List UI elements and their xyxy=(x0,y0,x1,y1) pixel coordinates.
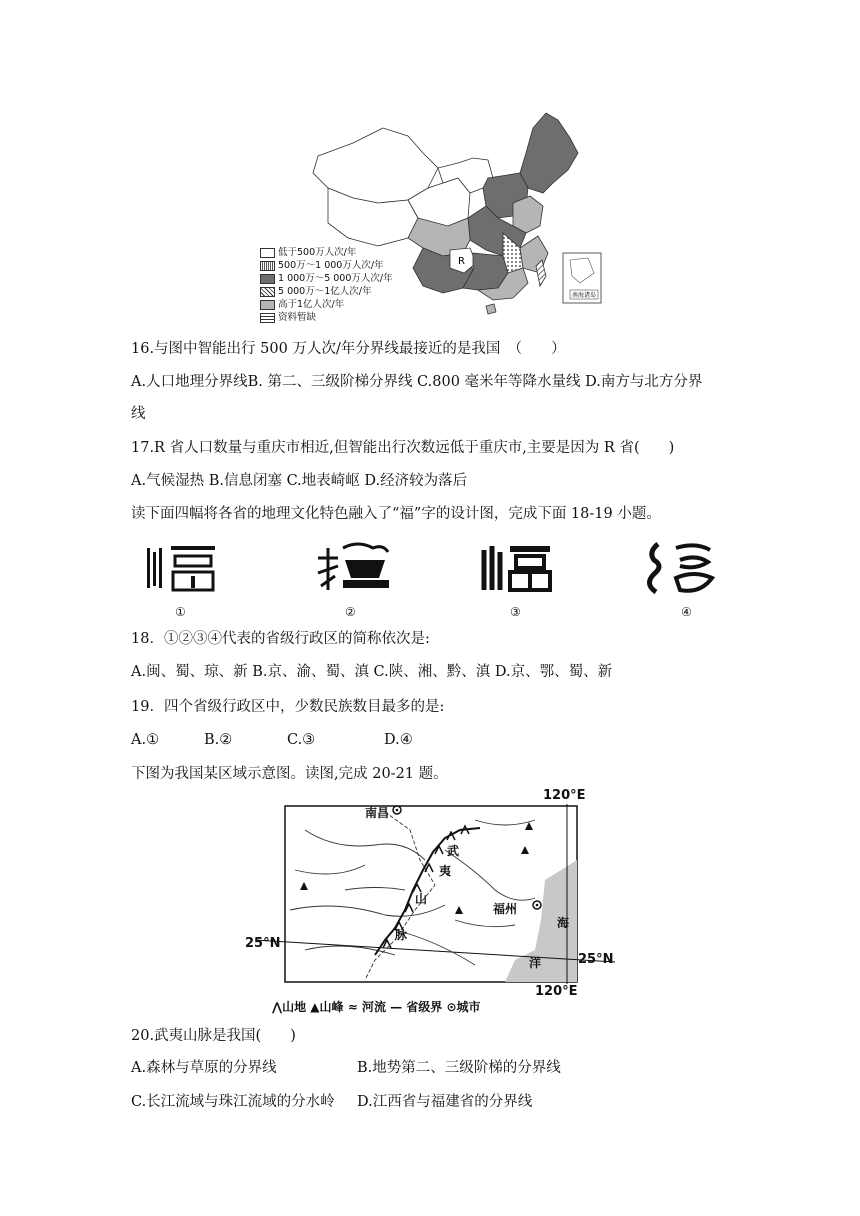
sea-char-2: 洋 xyxy=(529,956,542,970)
q20-stem: 20.武夷山脉是我国( ) xyxy=(131,1028,296,1044)
q16-options: A.人口地理分界线B. 第二、三级阶梯分界线 C.800 毫米年等降水量线 D.南方与北方分界 xyxy=(131,374,703,390)
swatch-hatch xyxy=(260,287,275,297)
q18-options: A.闽、蜀、琼、新 B.京、渝、蜀、滇 C.陕、湘、黔、滇 D.京、鄂、蜀、新 xyxy=(131,664,613,680)
legend-label: 低于500万人次/年 xyxy=(278,247,357,258)
mountain-char-4: 脉 xyxy=(395,928,408,942)
q18-stem: 18．①②③④代表的省级行政区的简称依次是: xyxy=(131,631,430,647)
q17-options: A.气候湿热 B.信息闭塞 C.地表崎岖 D.经济较为落后 xyxy=(131,473,468,489)
swatch-stripes xyxy=(260,313,275,323)
q19-option-a: A.① xyxy=(131,732,160,748)
legend-label: 1 000万～5 000万人次/年 xyxy=(278,273,393,284)
legend-item xyxy=(260,270,393,284)
q17-stem: 17.R 省人口数量与重庆市相近,但智能出行次数远低于重庆市,主要是因为 R 省( ) xyxy=(131,440,675,456)
swatch-light xyxy=(260,300,275,310)
inset-label: 南海诸岛 xyxy=(572,292,597,299)
fu-figure-2 xyxy=(313,538,393,598)
legend-label: 5 000万～1亿人次/年 xyxy=(278,286,372,297)
legend-item xyxy=(260,283,371,297)
lon-label-top: 120°E xyxy=(543,788,586,803)
legend-item xyxy=(260,257,384,271)
lat-label-left: 25°N xyxy=(245,936,281,951)
lon-label-bottom: 120°E xyxy=(535,984,578,999)
region-map-figure xyxy=(245,788,625,999)
q20-option-b: B.地势第二、三级阶梯的分界线 xyxy=(357,1060,561,1076)
legend-item xyxy=(260,244,356,258)
region-map-legend-text: 山地 ▲山峰 ≈ 河流 — 省级界 ⊙城市 xyxy=(282,1000,481,1014)
fu-label-2: ② xyxy=(345,605,356,619)
fu-label-4: ④ xyxy=(681,605,692,619)
q19-option-b: B.② xyxy=(204,732,233,748)
region-map xyxy=(245,790,625,995)
sea-char-1: 海 xyxy=(557,916,570,930)
swatch-dark xyxy=(260,274,275,284)
province-r-label: R xyxy=(458,256,465,267)
city-nanchang: 南昌 xyxy=(365,806,390,820)
legend-label: 资料暂缺 xyxy=(278,312,317,323)
lat-label-right: 25°N xyxy=(578,952,614,967)
fu-label-3: ③ xyxy=(510,605,521,619)
mountain-char-3: 山 xyxy=(415,892,428,906)
q16-options-wrap: 线 xyxy=(131,406,146,422)
legend-item xyxy=(260,296,344,310)
intro-20-21: 下图为我国某区域示意图。读图,完成 20-21 题。 xyxy=(131,766,448,782)
q20-option-c: C.长江流域与珠江流域的分水岭 xyxy=(131,1094,335,1110)
q19-option-c: C.③ xyxy=(287,732,316,748)
intro-18-19: 读下面四幅将各省的地理文化特色融入了“福”字的设计图，完成下面 18-19 小题。 xyxy=(131,506,661,522)
legend-label: 500万～1 000万人次/年 xyxy=(278,260,384,271)
mountain-char-2: 夷 xyxy=(439,864,452,878)
fu-figure-1 xyxy=(143,538,223,598)
fu-figure-3 xyxy=(478,538,558,598)
q20-option-a: A.森林与草原的分界线 xyxy=(131,1060,277,1076)
q19-option-d: D.④ xyxy=(384,732,413,748)
mountain-icon: ⋀ xyxy=(272,1000,283,1014)
q20-option-d: D.江西省与福建省的分界线 xyxy=(357,1094,533,1110)
city-fuzhou: 福州 xyxy=(493,902,518,916)
region-map-legend xyxy=(272,998,481,1015)
q19-stem: 19．四个省级行政区中，少数民族数目最多的是: xyxy=(131,699,445,715)
fu-figure-4 xyxy=(640,538,720,598)
swatch-white xyxy=(260,248,275,258)
q16-stem: 16.与图中智能出行 500 万人次/年分界线最接近的是我国 （ ） xyxy=(131,341,566,357)
legend-item xyxy=(260,309,316,323)
fu-label-1: ① xyxy=(175,605,186,619)
swatch-dots xyxy=(260,261,275,271)
legend-label: 高于1亿人次/年 xyxy=(278,299,345,310)
mountain-char-1: 武 xyxy=(447,844,460,858)
